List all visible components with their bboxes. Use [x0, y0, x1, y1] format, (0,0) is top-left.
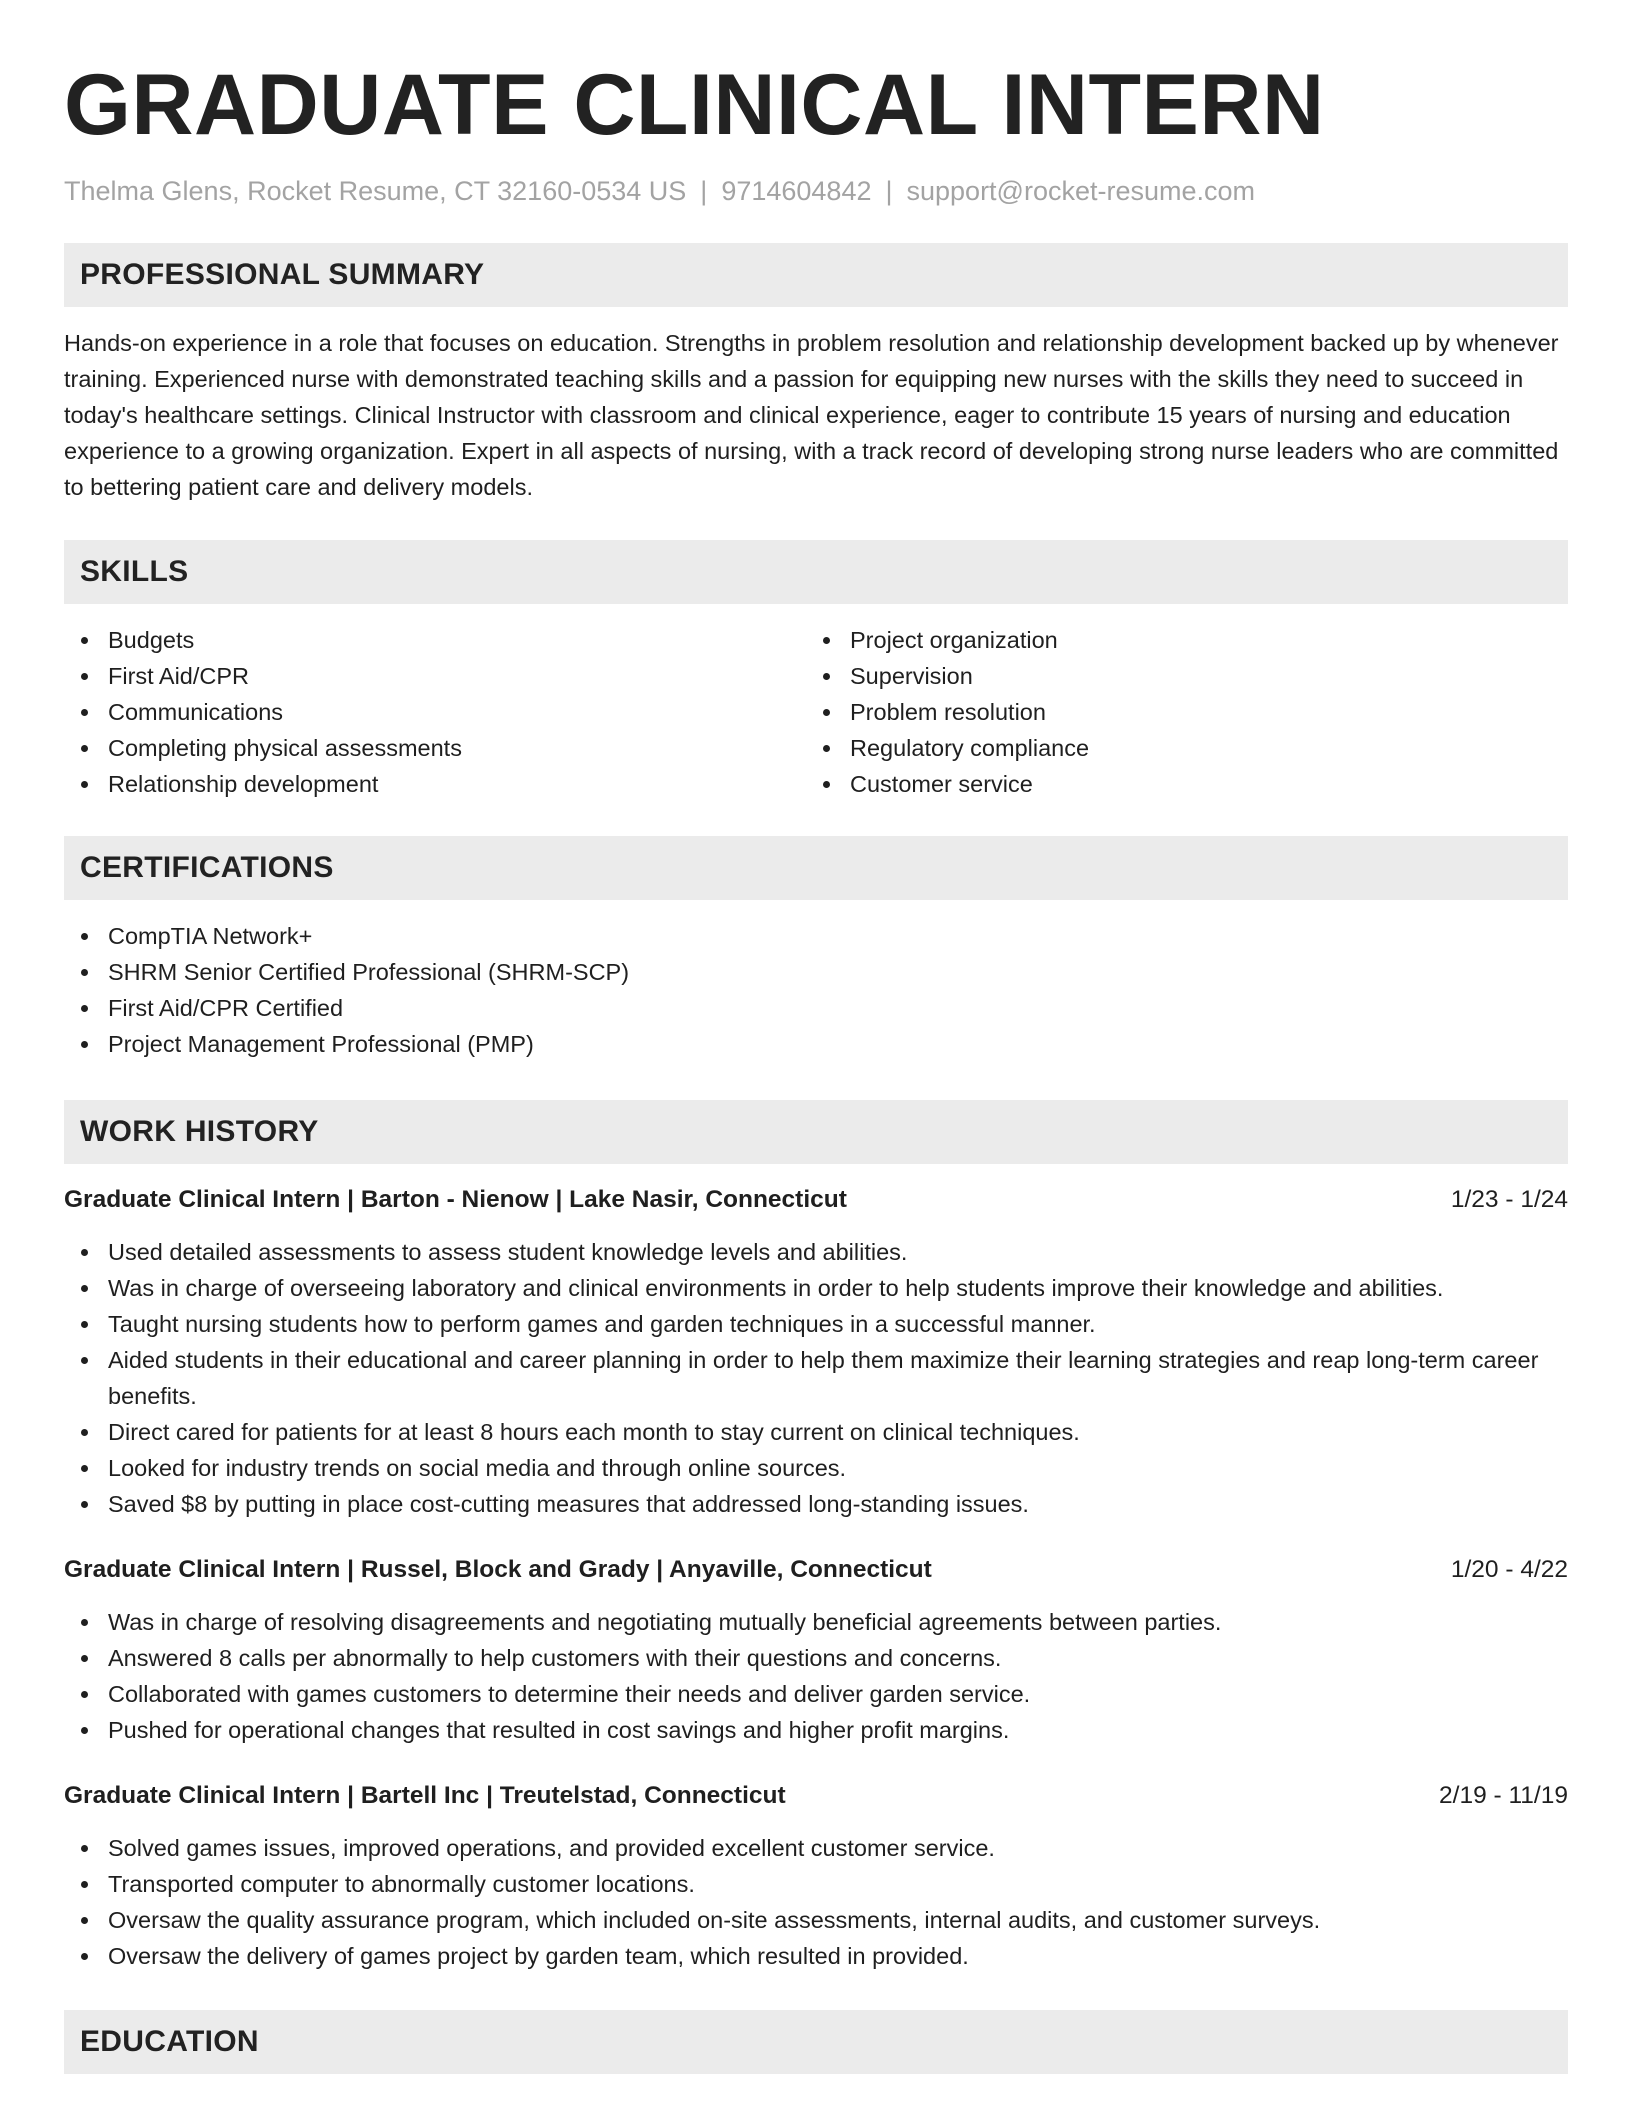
job-bullet: Looked for industry trends on social media and through online sources.: [64, 1450, 1568, 1486]
contact-address: Thelma Glens, Rocket Resume, CT 32160-0534 US: [64, 176, 687, 206]
job-bullet: Aided students in their educational and career planning in order to help them maximize their learning strategies and reap long-term career benefits.: [64, 1342, 1568, 1414]
job-header: [64, 1778, 1568, 1814]
contact-separator: |: [700, 176, 708, 206]
skills-list-left: [64, 622, 806, 802]
certification-item: SHRM Senior Certified Professional (SHRM-SCP): [64, 954, 1568, 990]
skills-heading: SKILLS: [80, 555, 189, 588]
skills-list-right: [806, 622, 1548, 802]
job-bullet: Direct cared for patients for at least 8 hours each month to stay current on clinical techniques.: [64, 1414, 1568, 1450]
skill-item: First Aid/CPR: [64, 658, 806, 694]
job-bullet: Was in charge of overseeing laboratory and clinical environments in order to help students improve their knowledge and abilities.: [64, 1270, 1568, 1306]
skills-grid: [64, 622, 1568, 802]
skill-item: Customer service: [806, 766, 1548, 802]
certification-item: CompTIA Network+: [64, 918, 1568, 954]
certifications-heading: CERTIFICATIONS: [80, 851, 334, 884]
certifications-section-header: [64, 836, 1568, 900]
skill-item: Project organization: [806, 622, 1548, 658]
job-bullet: Answered 8 calls per abnormally to help customers with their questions and concerns.: [64, 1640, 1568, 1676]
job-dates: 1/23 - 1/24: [1450, 1186, 1568, 1213]
job-dates: 2/19 - 11/19: [1439, 1782, 1568, 1809]
skill-item: Supervision: [806, 658, 1548, 694]
job-title: Graduate Clinical Intern | Barton - Nienow | Lake Nasir, Connecticut: [64, 1186, 847, 1213]
job-bullets: [64, 1234, 1568, 1522]
skill-item: Budgets: [64, 622, 806, 658]
education-heading: EDUCATION: [80, 2025, 259, 2058]
job-bullet: Was in charge of resolving disagreements and negotiating mutually beneficial agreements between parties.: [64, 1604, 1568, 1640]
job-title: Graduate Clinical Intern | Bartell Inc | Treutelstad, Connecticut: [64, 1782, 786, 1809]
job-entry: [64, 1778, 1568, 1974]
skills-column-right: [806, 622, 1548, 802]
skill-item: Relationship development: [64, 766, 806, 802]
work-history-heading: WORK HISTORY: [80, 1115, 319, 1148]
summary-text: Hands-on experience in a role that focuses on education. Strengths in problem resolution and relationship development backed up by whenever training. Experienced nurse with demonstrated teaching skills and a passion for equipping new nurses with the skills they need to succeed in today's healthcare settings. Clinical Instructor with classroom and clinical experience, eager to contribute 15 years of nursing and education experience to a growing organization. Expert in all aspects of nursing, with a track record of developing strong nurse leaders who are committed to bettering patient care and delivery models.: [64, 330, 1559, 500]
contact-email: support@rocket-resume.com: [906, 176, 1256, 206]
job-dates: 1/20 - 4/22: [1450, 1556, 1568, 1583]
skill-item: Communications: [64, 694, 806, 730]
job-bullet: Oversaw the delivery of games project by garden team, which resulted in provided.: [64, 1938, 1568, 1974]
summary-heading: PROFESSIONAL SUMMARY: [80, 258, 485, 291]
job-entry: [64, 1552, 1568, 1748]
skill-item: Problem resolution: [806, 694, 1548, 730]
education-section-header: [64, 2010, 1568, 2074]
job-bullet: Transported computer to abnormally customer locations.: [64, 1866, 1568, 1902]
certification-item: First Aid/CPR Certified: [64, 990, 1568, 1026]
job-bullet: Taught nursing students how to perform games and garden techniques in a successful manner.: [64, 1306, 1568, 1342]
certifications-list: [64, 918, 1568, 1062]
job-header: [64, 1182, 1568, 1218]
job-bullet: Oversaw the quality assurance program, which included on-site assessments, internal audits, and customer surveys.: [64, 1902, 1568, 1938]
job-bullet: Solved games issues, improved operations, and provided excellent customer service.: [64, 1830, 1568, 1866]
job-bullets: [64, 1830, 1568, 1974]
job-bullet: Collaborated with games customers to determine their needs and deliver garden service.: [64, 1676, 1568, 1712]
skills-section-header: [64, 540, 1568, 604]
skill-item: Regulatory compliance: [806, 730, 1548, 766]
contact-separator: |: [885, 176, 893, 206]
skills-column-left: [64, 622, 806, 802]
job-header: [64, 1552, 1568, 1588]
job-bullets: [64, 1604, 1568, 1748]
contact-phone: 9714604842: [721, 176, 872, 206]
resume-title: GRADUATE CLINICAL INTERN: [64, 57, 1325, 153]
skill-item: Completing physical assessments: [64, 730, 806, 766]
job-title: Graduate Clinical Intern | Russel, Block and Grady | Anyaville, Connecticut: [64, 1556, 932, 1583]
certification-item: Project Management Professional (PMP): [64, 1026, 1568, 1062]
job-bullet: Pushed for operational changes that resulted in cost savings and higher profit margins.: [64, 1712, 1568, 1748]
work-history-section-header: [64, 1100, 1568, 1164]
job-bullet: Used detailed assessments to assess student knowledge levels and abilities.: [64, 1234, 1568, 1270]
job-entry: [64, 1182, 1568, 1522]
contact-line: [64, 174, 1568, 208]
job-bullet: Saved $8 by putting in place cost-cutting measures that addressed long-standing issues.: [64, 1486, 1568, 1522]
resume-page: [64, 0, 1568, 2074]
summary-section-header: [64, 243, 1568, 307]
